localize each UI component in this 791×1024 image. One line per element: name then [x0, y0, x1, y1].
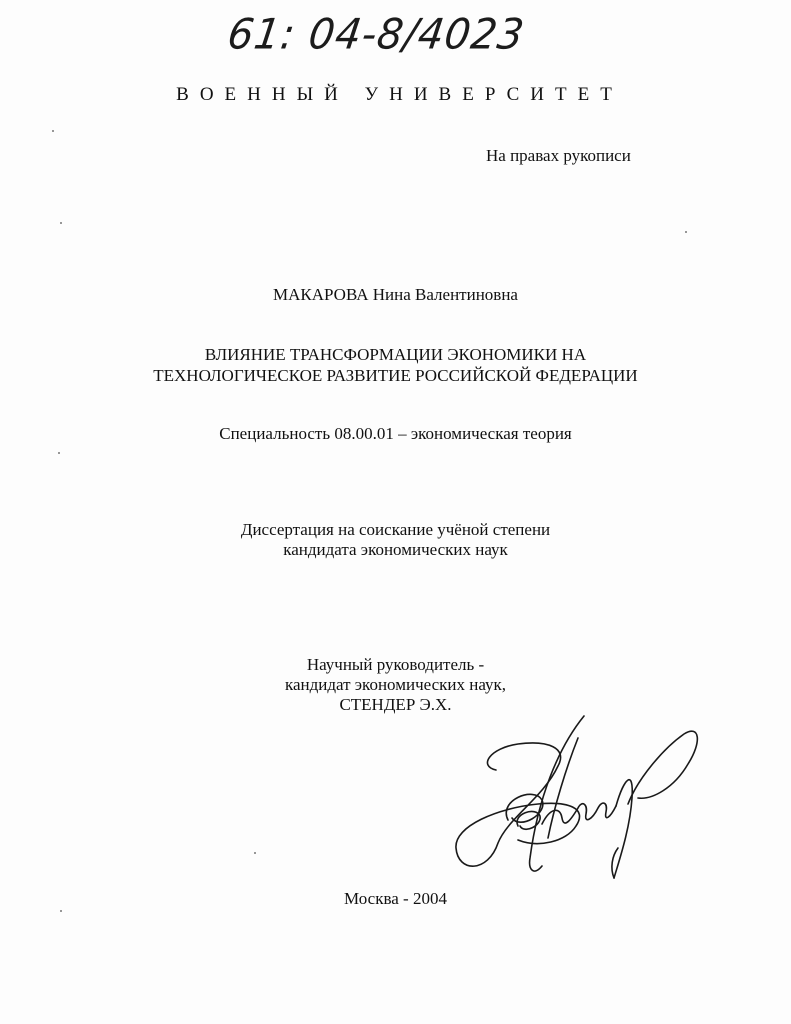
university-name: ВОЕННЫЙ УНИВЕРСИТЕТ — [176, 84, 623, 105]
thesis-title-line-2: ТЕХНОЛОГИЧЕСКОЕ РАЗВИТИЕ РОССИЙСКОЙ ФЕДЕРАЦИИ — [153, 366, 638, 385]
specialty: Специальность 08.00.01 – экономическая теория — [219, 424, 572, 443]
thesis-title-line-1: ВЛИЯНИЕ ТРАНСФОРМАЦИИ ЭКОНОМИКИ НА — [204, 345, 587, 364]
scan-speck — [52, 130, 54, 132]
handwritten-archive-code: 61: 04-8/4023 — [224, 10, 528, 60]
signature-icon — [438, 708, 708, 888]
scan-speck — [58, 452, 60, 454]
scan-speck — [60, 910, 62, 912]
supervisor-line-2: кандидат экономических наук, — [284, 675, 507, 694]
supervisor-line-1: Научный руководитель - — [306, 655, 485, 674]
dissertation-line-1: Диссертация на соискание учёной степени — [240, 520, 551, 539]
city-year: Москва - 2004 — [344, 889, 447, 908]
rights-note: На правах рукописи — [486, 146, 631, 165]
scan-speck — [60, 222, 62, 224]
scan-speck — [254, 852, 256, 854]
scan-speck — [685, 231, 687, 233]
dissertation-line-2: кандидата экономических наук — [283, 540, 508, 559]
author-name: МАКАРОВА Нина Валентиновна — [273, 285, 518, 304]
supervisor-line-3: СТЕНДЕР Э.Х. — [339, 695, 452, 714]
